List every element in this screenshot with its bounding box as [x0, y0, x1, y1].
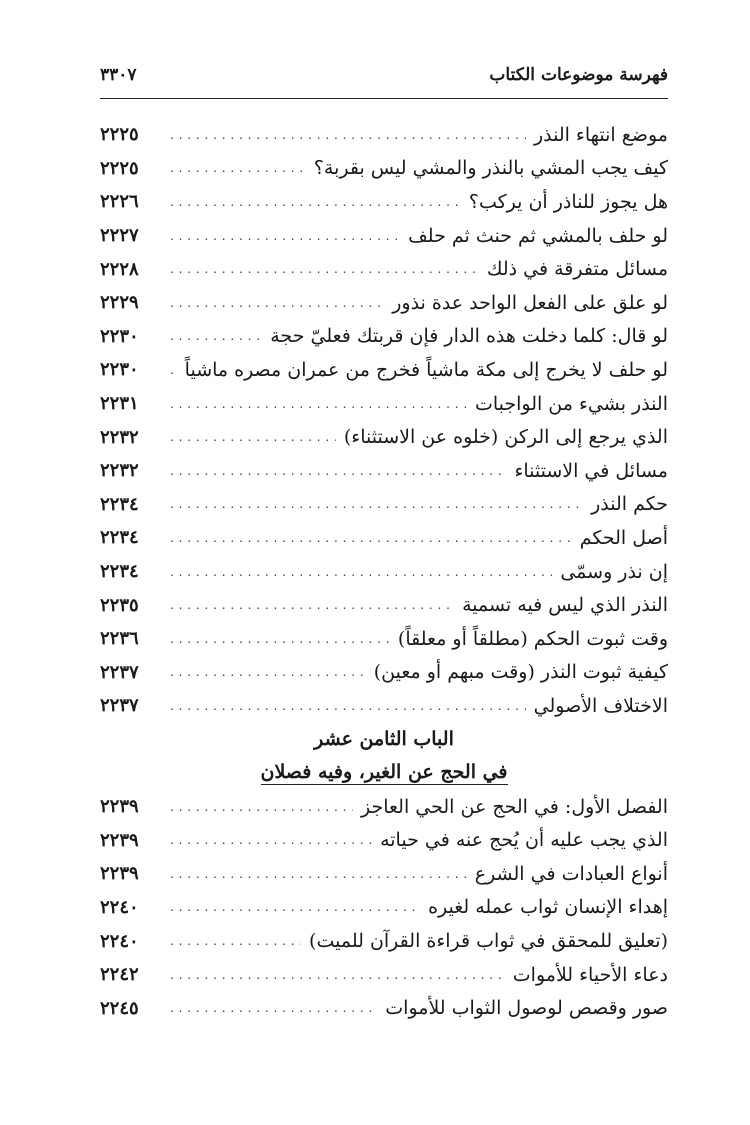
- toc-entry: [100, 689, 668, 723]
- toc-list-a: [100, 118, 668, 723]
- toc-entry-title: النذر الذي ليس فيه تسمية: [462, 594, 668, 617]
- toc-entry: [100, 958, 668, 992]
- toc-entry-page: ٢٢٣٩: [100, 829, 139, 851]
- dot-leader: [170, 461, 506, 481]
- toc-entry: [100, 252, 668, 286]
- toc-entry: [100, 622, 668, 656]
- dot-leader: [170, 427, 336, 447]
- toc-entry: [100, 387, 668, 421]
- toc-entry-page: ٢٢٣٧: [100, 695, 139, 717]
- toc-entry-page: ٢٢٣٦: [100, 628, 139, 650]
- toc-entry-title: لو حلف لا يخرج إلى مكة ماشياً فخرج من عمران مصره ماشياً: [184, 358, 668, 381]
- toc-entry-title: كيفية ثبوت النذر (وقت مبهم أو معين): [373, 661, 668, 684]
- toc-entry-title: النذر بشيء من الواجبات: [474, 392, 668, 415]
- table-of-contents: [100, 118, 668, 1025]
- toc-entry-page: ٢٢٣٠: [100, 359, 139, 381]
- toc-entry-title: لو علق على الفعل الواحد عدة نذور: [392, 291, 668, 314]
- toc-list-b: [100, 790, 668, 1025]
- dot-leader: [170, 998, 377, 1018]
- toc-entry: [100, 521, 668, 555]
- dot-leader: [170, 125, 526, 145]
- dot-leader: [170, 293, 384, 313]
- toc-entry-title: حكم النذر: [591, 493, 668, 516]
- toc-entry-title: هل يجوز للناذر أن يركب؟: [468, 190, 668, 213]
- toc-entry-title: الاختلاف الأصولي: [533, 694, 668, 717]
- toc-entry-page: ٢٢٣٩: [100, 863, 139, 885]
- toc-entry-page: ٢٢٣٧: [100, 661, 139, 683]
- dot-leader: [170, 562, 552, 582]
- toc-entry-page: ٢٢٢٨: [100, 258, 139, 280]
- toc-entry-title: أنواع العبادات في الشرع: [474, 862, 668, 885]
- toc-entry: [100, 891, 668, 925]
- dot-leader: [170, 864, 467, 884]
- toc-entry-page: ٢٢٣٩: [100, 796, 139, 818]
- toc-entry-title: أصل الحكم: [579, 526, 668, 549]
- toc-entry: [100, 286, 668, 320]
- toc-entry: [100, 320, 668, 354]
- toc-entry: [100, 823, 668, 857]
- toc-entry-title: لو حلف بالمشي ثم حنث ثم حلف: [408, 224, 668, 247]
- toc-entry-page: ٢٢٢٥: [100, 157, 139, 179]
- dot-leader: [170, 931, 301, 951]
- toc-entry-title: الفصل الأول: في الحج عن الحي العاجز: [360, 795, 668, 818]
- dot-leader: [170, 394, 467, 414]
- dot-leader: [170, 662, 366, 682]
- dot-leader: [170, 696, 526, 716]
- toc-entry-page: ٢٢٣٠: [100, 325, 139, 347]
- toc-entry: [100, 152, 668, 186]
- toc-entry-title: الذي يجب عليه أن يُحج عنه في حياته: [380, 829, 668, 852]
- toc-entry: [100, 420, 668, 454]
- dot-leader: [170, 192, 461, 212]
- page-number: ٣٣٠٧: [100, 65, 137, 85]
- toc-entry: [100, 991, 668, 1025]
- dot-leader: [170, 797, 353, 817]
- dot-leader: [170, 528, 572, 548]
- toc-entry-page: ٢٢٣٤: [100, 493, 139, 515]
- toc-entry-page: ٢٢٣٢: [100, 426, 139, 448]
- toc-entry-page: ٢٢٣٥: [100, 594, 139, 616]
- toc-entry: [100, 555, 668, 589]
- toc-entry: [100, 185, 668, 219]
- toc-entry-title: دعاء الأحياء للأموات: [512, 963, 668, 986]
- toc-entry-page: ٢٢٤٥: [100, 997, 139, 1019]
- toc-entry-page: ٢٢٢٥: [100, 124, 139, 146]
- toc-entry-page: ٢٢٤٠: [100, 930, 139, 952]
- toc-entry-title: إن نذر وسمّى: [560, 560, 668, 583]
- toc-entry-title: لو قال: كلما دخلت هذه الدار فإن قربتك فعليّ حجة: [270, 325, 668, 348]
- toc-entry-title: مسائل في الاستثناء: [514, 459, 668, 482]
- toc-entry: [100, 353, 668, 387]
- toc-entry-title: إهداء الإنسان ثواب عمله لغيره: [428, 896, 668, 919]
- toc-entry-page: ٢٢٣٤: [100, 527, 139, 549]
- dot-leader: [170, 259, 479, 279]
- toc-entry-title: موضع انتهاء النذر: [533, 123, 668, 146]
- dot-leader: [170, 226, 400, 246]
- toc-entry-title: مسائل متفرقة في ذلك: [486, 258, 668, 281]
- toc-entry-page: ٢٢٢٧: [100, 225, 139, 247]
- dot-leader: [170, 494, 583, 514]
- header-rule: [100, 98, 668, 99]
- chapter-subheading: في الحج عن الغير، وفيه فصلان: [260, 761, 508, 784]
- toc-entry-page: ٢٢٤٠: [100, 896, 139, 918]
- toc-entry-page: ٢٢٢٩: [100, 292, 139, 314]
- toc-entry-page: ٢٢٤٢: [100, 964, 139, 986]
- toc-entry-page: ٢٢٣٢: [100, 460, 139, 482]
- toc-entry-page: ٢٢٣١: [100, 393, 139, 415]
- toc-entry-title: الذي يرجع إلى الركن (خلوه عن الاستثناء): [343, 426, 668, 449]
- toc-entry-page: ٢٢٢٦: [100, 191, 139, 213]
- dot-leader: [170, 629, 390, 649]
- toc-entry-title: وقت ثبوت الحكم (مطلقاً أو معلقاً): [397, 627, 668, 650]
- toc-entry-page: ٢٢٣٤: [100, 561, 139, 583]
- toc-entry: [100, 118, 668, 152]
- toc-entry: [100, 488, 668, 522]
- toc-entry: [100, 219, 668, 253]
- running-title: فهرسة موضوعات الكتاب: [489, 65, 668, 85]
- dot-leader: [170, 595, 454, 615]
- chapter-heading: الباب الثامن عشر: [314, 728, 454, 751]
- dot-leader: [170, 326, 262, 346]
- page-header: [100, 58, 668, 92]
- toc-entry: [100, 588, 668, 622]
- toc-entry: [100, 790, 668, 824]
- dot-leader: [170, 965, 505, 985]
- toc-entry-title: صور وقصص لوصول الثواب للأموات: [385, 997, 668, 1020]
- dot-leader: [170, 158, 306, 178]
- toc-entry-title: (تعليق للمحقق في ثواب قراءة القرآن للميت): [309, 930, 668, 953]
- toc-entry: [100, 924, 668, 958]
- toc-entry: [100, 857, 668, 891]
- toc-entry: [100, 656, 668, 690]
- toc-entry: [100, 454, 668, 488]
- toc-entry-title: كيف يجب المشي بالنذر والمشي ليس بقربة؟: [313, 157, 668, 180]
- dot-leader: [170, 830, 372, 850]
- dot-leader: [170, 897, 420, 917]
- dot-leader: [170, 360, 177, 380]
